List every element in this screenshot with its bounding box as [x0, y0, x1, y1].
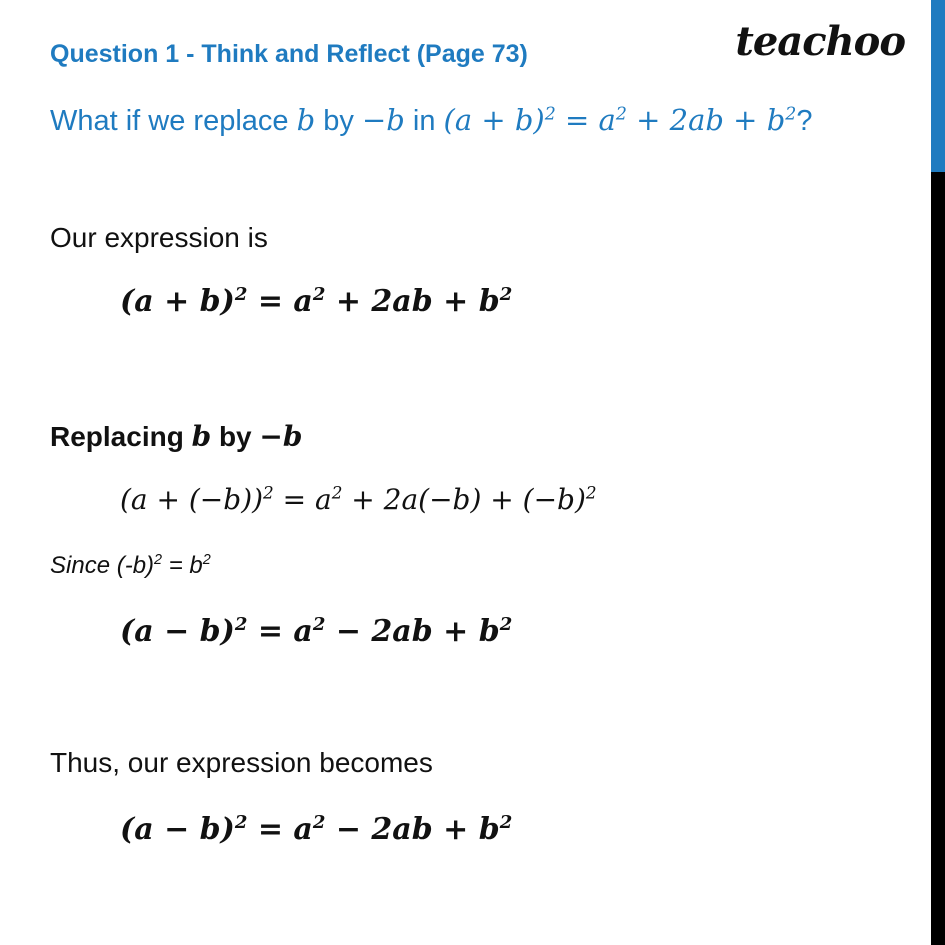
eq1-exp-2: 2 — [312, 284, 326, 305]
eq1-rhs-a: = a — [247, 284, 313, 319]
eq3-rhs-2: − 2ab + b — [325, 614, 500, 649]
question-expr: (a + b) — [443, 103, 545, 137]
equation-2 — [120, 483, 597, 516]
eq2-rhs-2: + 2a(−b) + (−b) — [342, 483, 586, 516]
eq4-exp-2: 2 — [312, 812, 326, 833]
question-var-b: b — [296, 103, 316, 137]
since-exp-2: 2 — [202, 552, 211, 568]
slide-title: Question 1 - Think and Reflect (Page 73) — [50, 40, 528, 68]
eq1-mid: + 2ab + b — [325, 284, 500, 319]
equation-1 — [120, 284, 512, 319]
eq3-rhs-1: = a — [247, 614, 313, 649]
eq2-exp-1: 2 — [263, 482, 274, 503]
since-note — [50, 552, 211, 580]
question-by: by — [315, 105, 362, 137]
question-prefix: What if we replace — [50, 105, 297, 137]
replacing-label: Replacing — [50, 421, 192, 452]
scrollbar-thumb[interactable] — [931, 0, 945, 172]
eq2-lhs: (a + (−b)) — [120, 483, 264, 516]
eq4-exp-3: 2 — [499, 812, 513, 833]
teachoo-logo: teachoo — [735, 18, 905, 65]
replacing-neg-b: −b — [259, 420, 303, 453]
eq1-exp-1: 2 — [234, 284, 248, 305]
eq2-exp-3: 2 — [585, 482, 597, 503]
equation-3 — [120, 614, 512, 649]
intro-text: Our expression is — [50, 222, 268, 253]
replacing-heading — [50, 420, 302, 453]
eq3-exp-1: 2 — [234, 614, 248, 635]
question-exp-3: 2 — [785, 104, 797, 125]
eq4-lhs: (a − b) — [120, 812, 235, 847]
question-end: ? — [796, 105, 813, 137]
question-b: b — [766, 103, 786, 137]
question-text — [50, 103, 813, 138]
eq2-rhs-1: = a — [273, 483, 332, 516]
equation-4 — [120, 812, 512, 847]
eq3-exp-3: 2 — [499, 614, 513, 635]
eq4-exp-1: 2 — [234, 812, 248, 833]
question-rest: + 2ab + — [626, 103, 767, 137]
since-text: Since (-b) — [50, 552, 155, 579]
replacing-by: by — [211, 421, 260, 452]
eq3-lhs: (a − b) — [120, 614, 235, 649]
eq1-lhs: (a + b) — [120, 284, 235, 319]
eq1-exp-3: 2 — [499, 284, 513, 305]
eq2-exp-2: 2 — [331, 482, 343, 503]
question-in: in — [404, 105, 444, 137]
question-exp-2: 2 — [615, 104, 627, 125]
since-exp-1: 2 — [154, 552, 163, 568]
question-exp-1: 2 — [544, 104, 556, 125]
replacing-b: b — [191, 420, 212, 453]
question-neg-b: −b — [361, 103, 405, 137]
since-eq: = b — [162, 552, 203, 579]
question-eq: = — [555, 103, 599, 137]
eq4-rhs-2: − 2ab + b — [325, 812, 500, 847]
question-a: a — [598, 103, 616, 137]
thus-text: Thus, our expression becomes — [50, 747, 433, 778]
eq4-rhs-1: = a — [247, 812, 313, 847]
eq3-exp-2: 2 — [312, 614, 326, 635]
